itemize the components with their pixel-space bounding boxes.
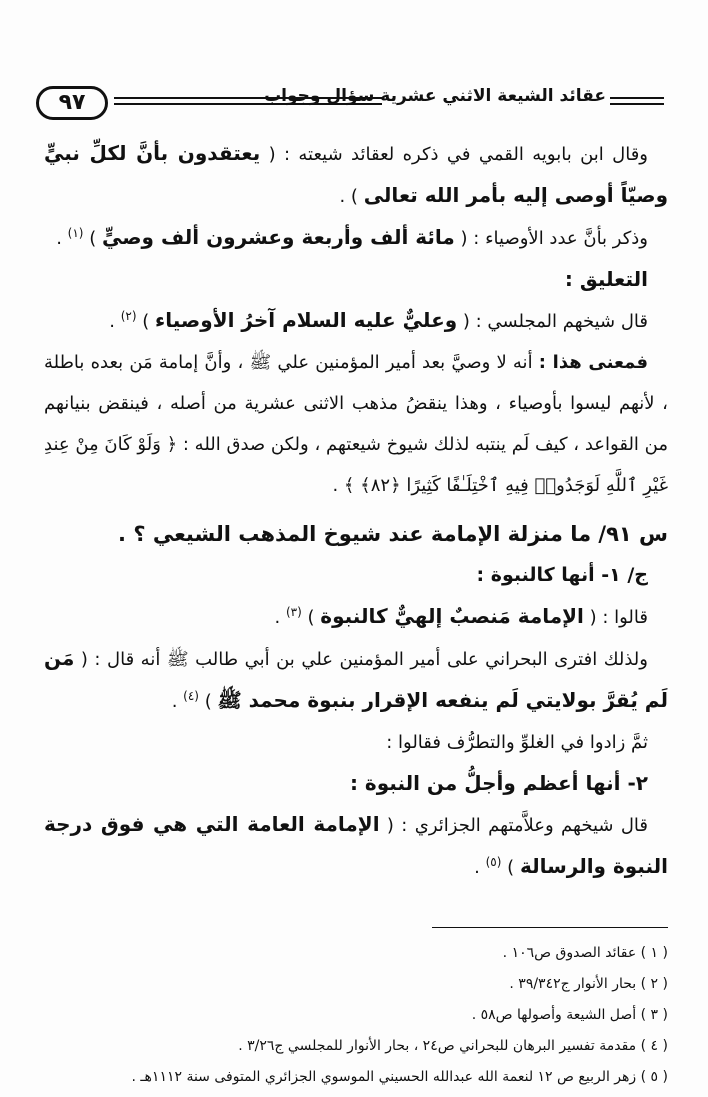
quran-verse: ﴿ وَلَوْ كَانَ مِنْ عِندِ غَيْرِ ٱللَّهِ لَوَجَدُوا۟ فِيهِ ٱخْتِلَـٰفًا كَثِيرًا ﴿٨٢﴾ ﴾ [44,434,668,496]
quote: الإمامة مَنصبٌ إلهيٌّ كالنبوة [320,604,584,628]
text: . [56,228,68,249]
page-number: ٩٧ [36,86,108,120]
footnote: ( ٤ ) مقدمة تفسير البرهان للبحراني ص٢٤ ، بحار الأنوار للمجلسي ج٣/٢٦ . [238,1038,668,1054]
quote: وعليٌّ عليه السلام آخرُ الأوصياء [155,308,458,332]
footnote-ref[interactable]: (٥) [485,855,502,869]
quote: يعتقدون بأنَّ لكلِّ نبيٍّ وصيّاً أوصى إليه بأمر الله تعالى [44,141,668,207]
footnote-ref[interactable]: (٤) [183,689,199,703]
text: ولذلك افترى البحراني على أمير المؤمنين علي بن أبي طالب ﷺ أنه قال : ( [80,649,648,670]
footnote: ( ٢ ) بحار الأنوار ج٣٩/٣٤٢ . [509,976,668,992]
quote: مائة ألف وأربعة وعشرون ألف وصيٍّ [101,225,455,249]
footnote-separator [432,927,668,928]
text: قال شيخهم وعلاَّمتهم الجزائري : ( [386,815,648,836]
header-rule [610,103,664,105]
text: ) [507,857,515,878]
paragraph [44,804,668,888]
paragraph [44,133,668,217]
footnote: ( ٥ ) زهر الربيع ص ١٢ لنعمة الله عبدالله الحسيني الموسوي الجزائري المتوفى سنة ١١١٢هـ . [131,1069,668,1085]
answer-heading: ٢- أنها أعظم وأجلُّ من النبوة : [349,771,648,795]
header-rule [610,97,664,99]
footnote-ref[interactable]: (٣) [285,605,302,619]
text: أنه لا وصيَّ بعد أمير المؤمنين علي ﷺ ، وأنَّ إمامة مَن بعده باطلة ، لأنهم ليسوا بأوصياء ، وهذا ينقضُ مذهب الاثنى عشرية من أصله ، فينقض بنيانهم من القواعد ، كيف لَم ينتبه لذلك شيوخ شيعتهم ، ولكن صدق الله : [44,352,668,455]
page-header [36,84,664,124]
footnote: ( ١ ) عقائد الصدوق ص١٠٦ . [502,945,668,961]
paragraph [44,300,668,342]
paragraph: ثمَّ زادوا في الغلوِّ والتطرُّف فقالوا : [386,732,648,753]
paragraph [44,342,668,506]
footnote: ( ٣ ) أصل الشيعة وأصولها ص٥٨ . [471,1007,668,1023]
text: وذكر بأنَّ عدد الأوصياء : ( [460,228,648,249]
text: . [474,857,486,878]
footnote-ref[interactable]: (٢) [120,309,137,323]
text: . [332,475,344,496]
running-title: عقائد الشيعة الاثني عشرية سؤال وجواب [264,86,606,106]
text: ) . [339,186,358,207]
text: . [109,311,121,332]
text: قالوا : ( [589,607,648,628]
quote: الإمامة العامة التي هي فوق درجة النبوة والرسالة [44,812,668,878]
paragraph [44,217,668,259]
text: ) [307,607,315,628]
text: . [171,691,184,712]
paragraph [44,596,668,638]
footnote-ref[interactable]: (١) [67,226,84,240]
main-text [44,133,668,888]
lead-phrase: فمعنى هذا : [538,352,648,373]
footnotes [44,938,668,1093]
quote: مَن لَم يُقرَّ بولايتي لَم ينفعه الإقرار بنبوة محمد ﷺ [44,646,668,712]
text: وقال ابن بابويه القمي في ذكره لعقائد شيعته : ( [268,144,649,165]
section-heading: التعليق : [564,267,648,291]
text: قال شيخهم المجلسي : ( [462,311,648,332]
text: ) [142,311,150,332]
answer-heading: ج/ ١- أنها كالنبوة : [476,564,648,586]
text: ) [204,691,212,712]
question-heading: س ٩١/ ما منزلة الإمامة عند شيوخ المذهب الشيعي ؟ . [118,522,668,546]
text: ) [89,228,97,249]
paragraph [44,638,668,722]
text: . [274,607,286,628]
